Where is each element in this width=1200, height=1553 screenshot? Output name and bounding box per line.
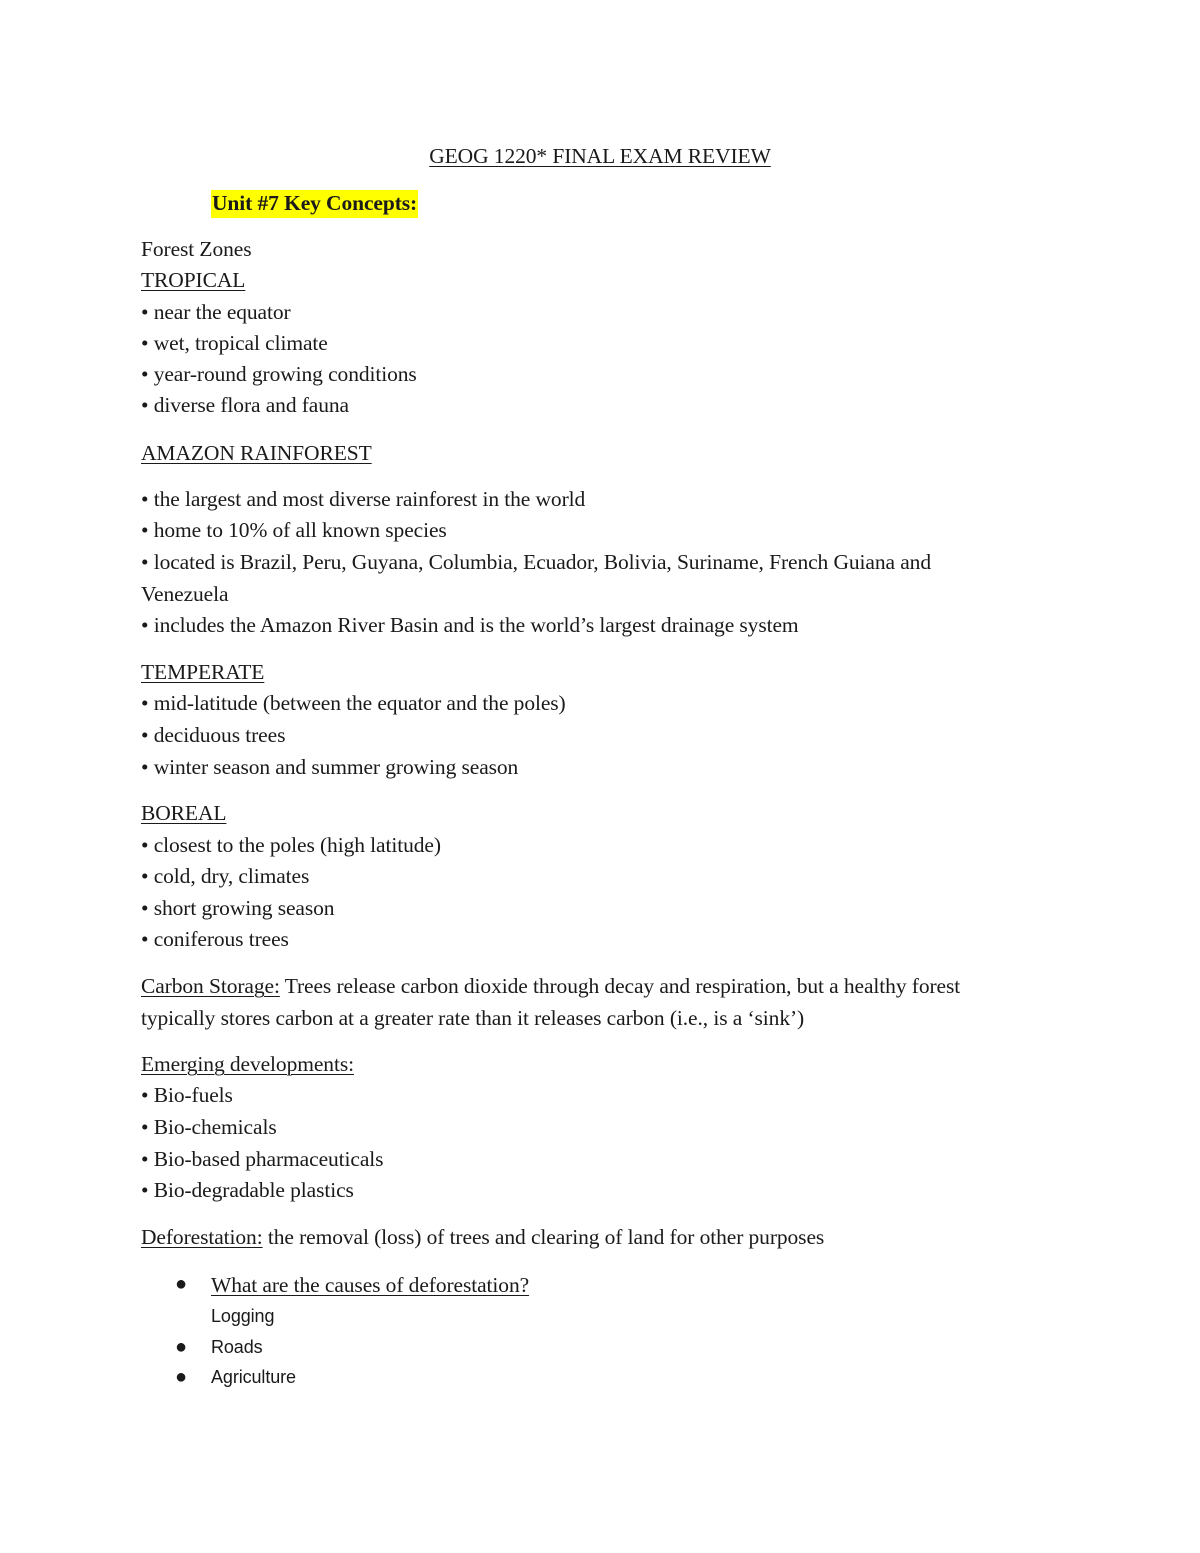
cause-item: Agriculture (211, 1367, 296, 1387)
tropical-item: • year-round growing conditions (141, 362, 417, 386)
temperate-item: • winter season and summer growing season (141, 755, 519, 779)
boreal-item: • closest to the poles (high latitude) (141, 833, 441, 857)
deforestation-label: Deforestation: (141, 1225, 263, 1249)
emerging-item: • Bio-based pharmaceuticals (141, 1147, 384, 1171)
cause-item: Roads (211, 1337, 263, 1357)
bullet-icon: ● (175, 1366, 188, 1388)
deforestation-text: the removal (loss) of trees and clearing of land for other purposes (262, 1225, 825, 1249)
temperate-item: • deciduous trees (141, 723, 286, 747)
tropical-heading: TROPICAL (141, 268, 246, 292)
carbon-storage-line (141, 976, 960, 998)
forest-zones-label: Forest Zones (141, 237, 252, 261)
unit-heading (211, 193, 418, 215)
bullet-icon: ● (175, 1336, 188, 1358)
amazon-item-continued: Venezuela (141, 582, 229, 606)
boreal-item: • cold, dry, climates (141, 864, 310, 888)
temperate-heading: TEMPERATE (141, 660, 265, 684)
cause-item: Logging (211, 1306, 275, 1326)
deforestation-line (141, 1227, 824, 1249)
document-title-text: GEOG 1220* FINAL EXAM REVIEW (429, 144, 771, 168)
unit-heading-text: Unit #7 Key Concepts: (211, 190, 418, 218)
document-title (0, 146, 1200, 168)
carbon-storage-line-2: typically stores carbon at a greater rate than it releases carbon (i.e., is a ‘sink’) (141, 1006, 805, 1030)
amazon-item: • home to 10% of all known species (141, 518, 447, 542)
tropical-item: • near the equator (141, 300, 291, 324)
amazon-item: • includes the Amazon River Basin and is the world’s largest drainage system (141, 613, 799, 637)
deforestation-question: What are the causes of deforestation? (211, 1273, 530, 1297)
emerging-item: • Bio-degradable plastics (141, 1178, 354, 1202)
temperate-item: • mid-latitude (between the equator and the poles) (141, 691, 566, 715)
carbon-storage-text: Trees release carbon dioxide through decay and respiration, but a healthy forest (279, 974, 961, 998)
bullet-icon: ● (175, 1273, 188, 1295)
emerging-item: • Bio-fuels (141, 1083, 233, 1107)
tropical-item: • diverse flora and fauna (141, 393, 349, 417)
boreal-item: • short growing season (141, 896, 335, 920)
boreal-heading: BOREAL (141, 801, 227, 825)
carbon-storage-label: Carbon Storage: (141, 974, 280, 998)
emerging-item: • Bio-chemicals (141, 1115, 277, 1139)
boreal-item: • coniferous trees (141, 927, 289, 951)
emerging-heading: Emerging developments: (141, 1052, 354, 1076)
tropical-item: • wet, tropical climate (141, 331, 328, 355)
amazon-item: • located is Brazil, Peru, Guyana, Columbia, Ecuador, Bolivia, Suriname, French Guiana and (141, 550, 931, 574)
amazon-item: • the largest and most diverse rainforest in the world (141, 487, 586, 511)
amazon-heading: AMAZON RAINFOREST (141, 441, 372, 465)
